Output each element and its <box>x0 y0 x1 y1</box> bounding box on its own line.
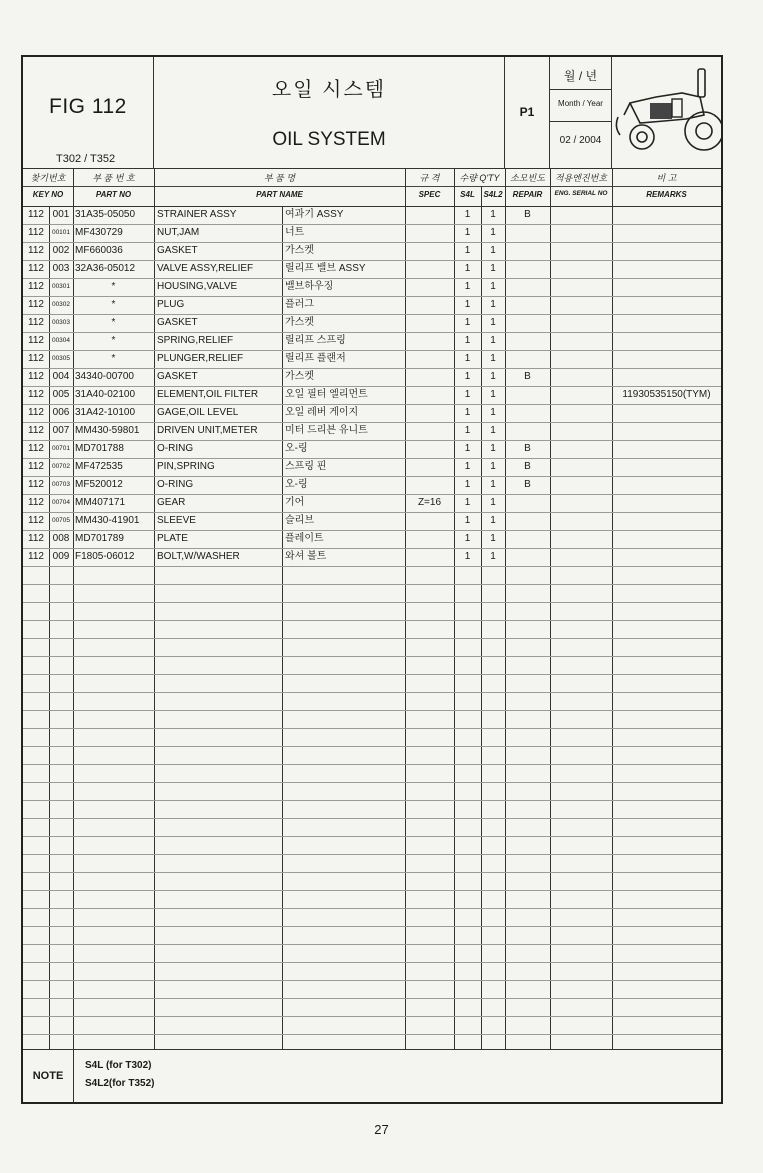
part-name-korean-cell: 플레이트 <box>285 533 324 544</box>
title-korean: 오일 시스템 <box>271 79 387 101</box>
part-name-korean-cell: 밸브하우징 <box>285 281 334 292</box>
qty-s4l-cell: 1 <box>464 515 471 526</box>
table-row <box>23 548 721 566</box>
part-no-cell: * <box>111 299 116 310</box>
fig-cell: 112 <box>28 551 44 562</box>
part-no-cell: MD701788 <box>75 443 124 454</box>
part-name-header-korean: 부 품 명 <box>263 173 296 183</box>
key-no-cell: 00702 <box>51 463 71 470</box>
fig-code: FIG 112 <box>49 95 127 118</box>
part-name-korean-cell: 오일 레버 게이지 <box>285 407 359 418</box>
table-row <box>23 206 721 224</box>
fig-cell: 112 <box>28 317 44 328</box>
key-no-header: KEY NO <box>32 190 64 199</box>
table-row <box>23 404 721 422</box>
fig-cell: 112 <box>28 497 44 508</box>
repair-cell: B <box>524 461 531 472</box>
eng-serial-header: ENG. SERIAL NO <box>554 190 608 197</box>
spec-cell: Z=16 <box>417 497 442 508</box>
qty-s4l2-cell: 1 <box>490 533 496 544</box>
fig-cell: 112 <box>28 407 44 418</box>
part-name-korean-cell: 오일 필터 엘리먼트 <box>285 389 368 400</box>
table-row <box>23 350 721 368</box>
qty-s4l-cell: 1 <box>464 371 471 382</box>
key-no-cell: 008 <box>52 533 70 544</box>
part-no-cell: MF472535 <box>75 461 123 472</box>
part-name-korean-cell: 기어 <box>285 497 305 508</box>
key-no-cell: 009 <box>52 551 70 562</box>
key-no-cell: 007 <box>52 425 70 436</box>
qty-s4l-cell: 1 <box>464 299 471 310</box>
part-name-korean-cell: 와셔 볼트 <box>285 551 327 562</box>
part-no-header: PART NO <box>95 190 132 199</box>
part-name-english-cell: GASKET <box>157 371 198 382</box>
part-no-cell: * <box>111 317 116 328</box>
note-section <box>23 1049 721 1103</box>
key-no-cell: 00704 <box>51 499 71 506</box>
part-name-korean-cell: 릴리프 스프링 <box>285 335 346 346</box>
part-name-english-cell: STRAINER ASSY <box>157 209 237 220</box>
qty-s4l-cell: 1 <box>464 407 471 418</box>
qty-s4l-cell: 1 <box>464 227 471 238</box>
part-name-english-cell: NUT,JAM <box>157 227 200 238</box>
table-row <box>23 440 721 458</box>
qty-s4l2-cell: 1 <box>490 317 496 328</box>
qty-s4l-cell: 1 <box>464 209 471 220</box>
qty-s4l2-cell: 1 <box>490 281 496 292</box>
fig-cell: 112 <box>28 209 44 220</box>
qty-s4l-cell: 1 <box>464 479 471 490</box>
part-name-english-cell: GASKET <box>157 245 198 256</box>
note-label: NOTE <box>32 1070 64 1082</box>
qty-s4l2-cell: 1 <box>490 443 496 454</box>
key-no-cell: 004 <box>52 371 70 382</box>
qty-s4l2-cell: 1 <box>490 353 496 364</box>
parts-sheet <box>21 55 723 1104</box>
part-name-english-cell: HOUSING,VALVE <box>157 281 238 292</box>
part-name-korean-cell: 플러그 <box>285 299 314 310</box>
key-no-cell: 00101 <box>51 229 71 236</box>
table-row <box>23 422 721 440</box>
part-name-english-cell: O-RING <box>157 479 194 490</box>
qty-s4l2-cell: 1 <box>490 389 496 400</box>
remarks-header: REMARKS <box>646 190 687 199</box>
key-no-cell: 00304 <box>51 337 71 344</box>
part-name-english-cell: BOLT,W/WASHER <box>157 551 240 562</box>
qty-s4l-cell: 1 <box>464 353 471 364</box>
part-no-cell: MM430-59801 <box>75 425 140 436</box>
part-name-english-cell: SPRING,RELIEF <box>157 335 234 346</box>
key-no-cell: 00303 <box>51 319 71 326</box>
fig-cell: 112 <box>28 335 44 346</box>
part-name-korean-cell: 슬리브 <box>285 515 314 526</box>
qty-s4l2-cell: 1 <box>490 209 496 220</box>
part-no-cell: MF520012 <box>75 479 123 490</box>
qty-s4l2-cell: 1 <box>490 245 496 256</box>
page-number: 27 <box>374 1122 389 1137</box>
qty-s4l2-cell: 1 <box>490 497 496 508</box>
repair-header: REPAIR <box>512 190 543 199</box>
part-name-english-cell: PLATE <box>157 533 188 544</box>
part-no-cell: MD701789 <box>75 533 124 544</box>
qty-s4l2-cell: 1 <box>490 371 496 382</box>
part-name-english-cell: GASKET <box>157 317 198 328</box>
key-no-cell: 005 <box>52 389 70 400</box>
part-name-english-cell: PIN,SPRING <box>157 461 215 472</box>
date-label-korean: 월 / 년 <box>563 69 598 83</box>
part-name-korean-cell: 가스켓 <box>285 371 314 382</box>
part-no-cell: F1805-06012 <box>75 551 135 562</box>
part-name-korean-cell: 미터 드리븐 유니트 <box>285 425 368 436</box>
qty-s4l2-cell: 1 <box>490 335 496 346</box>
key-no-cell: 002 <box>52 245 70 256</box>
qty-s4l2-cell: 1 <box>490 227 496 238</box>
key-no-cell: 001 <box>52 209 70 220</box>
part-no-cell: * <box>111 281 116 292</box>
part-name-english-cell: PLUG <box>157 299 185 310</box>
repair-header-korean: 소모빈도 <box>510 173 545 183</box>
qty-s4l-cell: 1 <box>464 425 471 436</box>
table-row <box>23 386 721 404</box>
part-no-cell: MF660036 <box>75 245 123 256</box>
qty-s4l-cell: 1 <box>464 443 471 454</box>
part-no-cell: 31A35-05050 <box>75 209 136 220</box>
model-label: T302 / T352 <box>56 153 116 165</box>
qty-s4l-cell: 1 <box>464 389 471 400</box>
qty-s4l2-cell: 1 <box>490 425 496 436</box>
part-no-cell: MM430-41901 <box>75 515 140 526</box>
part-no-cell: * <box>111 335 116 346</box>
repair-cell: B <box>524 371 531 382</box>
part-name-english-cell: VALVE ASSY,RELIEF <box>157 263 254 274</box>
title-english: OIL SYSTEM <box>272 129 386 150</box>
qty-s4l-cell: 1 <box>464 533 471 544</box>
fig-cell: 112 <box>28 281 44 292</box>
qty-s4l-cell: 1 <box>464 551 471 562</box>
part-name-english-cell: PLUNGER,RELIEF <box>157 353 244 364</box>
part-name-korean-cell: 스프링 핀 <box>285 461 327 472</box>
date-value: 02 / 2004 <box>559 135 602 146</box>
fig-cell: 112 <box>28 353 44 364</box>
table-row <box>23 278 721 296</box>
table-row <box>23 242 721 260</box>
note-line: S4L2(for T352) <box>85 1078 155 1089</box>
qty-s4l-cell: 1 <box>464 461 471 472</box>
key-no-cell: 00705 <box>51 517 71 524</box>
part-no-cell: 31A40-02100 <box>75 389 136 400</box>
part-name-english-cell: ELEMENT,OIL FILTER <box>157 389 259 400</box>
note-line: S4L (for T302) <box>85 1060 152 1071</box>
part-name-korean-cell: 가스켓 <box>285 317 314 328</box>
fig-cell: 112 <box>28 533 44 544</box>
part-no-cell: 34340-00700 <box>75 371 134 382</box>
spec-header-korean: 규 격 <box>419 173 440 183</box>
qty-s4l-cell: 1 <box>464 245 471 256</box>
key-no-cell: 00305 <box>51 355 71 362</box>
repair-cell: B <box>524 443 531 454</box>
fig-cell: 112 <box>28 299 44 310</box>
table-row <box>23 512 721 530</box>
table-row <box>23 476 721 494</box>
key-no-cell: 00301 <box>51 283 71 290</box>
fig-cell: 112 <box>28 443 44 454</box>
part-name-english-cell: GAGE,OIL LEVEL <box>157 407 239 418</box>
fig-cell: 112 <box>28 389 44 400</box>
date-label-english: Month / Year <box>558 99 603 108</box>
remarks-cell: 11930535150(TYM) <box>622 389 711 400</box>
part-name-header: PART NAME <box>256 190 303 199</box>
part-name-korean-cell: 오-링 <box>285 443 308 454</box>
table-row <box>23 332 721 350</box>
table-row <box>23 368 721 386</box>
repair-cell: B <box>524 479 531 490</box>
table-row <box>23 314 721 332</box>
qty-s4l2-cell: 1 <box>490 461 496 472</box>
qty-s4l2-cell: 1 <box>490 407 496 418</box>
part-name-korean-cell: 오-링 <box>285 479 308 490</box>
fig-cell: 112 <box>28 461 44 472</box>
qty-header-korean: 수량 Q'TY <box>459 173 500 183</box>
eng-serial-header-korean: 적용엔진번호 <box>554 173 608 183</box>
key-no-cell: 00302 <box>51 301 71 308</box>
fig-cell: 112 <box>28 515 44 526</box>
remarks-header-korean: 비 고 <box>656 173 677 183</box>
fig-cell: 112 <box>28 479 44 490</box>
qty-s4l-cell: 1 <box>464 263 471 274</box>
part-no-cell: 32A36-05012 <box>75 263 136 274</box>
key-no-cell: 00701 <box>51 445 71 452</box>
table-row <box>23 494 721 512</box>
part-no-cell: MF430729 <box>75 227 123 238</box>
qty-s4l-cell: 1 <box>464 317 471 328</box>
key-no-cell: 00703 <box>51 481 71 488</box>
fig-cell: 112 <box>28 425 44 436</box>
part-name-korean-cell: 너트 <box>285 227 305 238</box>
qty-s4l-cell: 1 <box>464 335 471 346</box>
table-row <box>23 296 721 314</box>
qty-s4l2-cell: 1 <box>490 515 496 526</box>
qty-s4l2-cell: 1 <box>490 299 496 310</box>
qty-s4l-header: S4L <box>460 190 475 199</box>
part-name-english-cell: O-RING <box>157 443 194 454</box>
part-name-korean-cell: 릴리프 플랜저 <box>285 353 346 364</box>
table-row <box>23 224 721 242</box>
qty-s4l2-cell: 1 <box>490 263 496 274</box>
qty-s4l2-cell: 1 <box>490 551 496 562</box>
fig-cell: 112 <box>28 263 44 274</box>
qty-s4l2-header: S4L2 <box>483 190 503 199</box>
key-no-cell: 003 <box>52 263 70 274</box>
part-no-cell: MM407171 <box>75 497 126 508</box>
part-name-english-cell: GEAR <box>157 497 186 508</box>
repair-cell: B <box>524 209 531 220</box>
part-name-english-cell: SLEEVE <box>157 515 196 526</box>
qty-s4l2-cell: 1 <box>490 479 496 490</box>
key-no-header-korean: 찾기번호 <box>30 173 66 183</box>
page-code: P1 <box>519 105 535 119</box>
part-name-korean-cell: 릴리프 밸브 ASSY <box>285 263 366 274</box>
qty-s4l-cell: 1 <box>464 497 471 508</box>
qty-s4l-cell: 1 <box>464 281 471 292</box>
part-no-header-korean: 부 품 번 호 <box>92 173 135 183</box>
part-name-english-cell: DRIVEN UNIT,METER <box>157 425 258 436</box>
part-no-cell: 31A42-10100 <box>75 407 136 418</box>
part-name-korean-cell: 여과기 ASSY <box>285 209 344 220</box>
table-row <box>23 260 721 278</box>
table-row <box>23 458 721 476</box>
fig-cell: 112 <box>28 245 44 256</box>
fig-cell: 112 <box>28 371 44 382</box>
spec-header: SPEC <box>418 190 441 199</box>
part-no-cell: * <box>111 353 116 364</box>
key-no-cell: 006 <box>52 407 70 418</box>
part-name-korean-cell: 가스켓 <box>285 245 314 256</box>
fig-cell: 112 <box>28 227 44 238</box>
table-row <box>23 530 721 548</box>
